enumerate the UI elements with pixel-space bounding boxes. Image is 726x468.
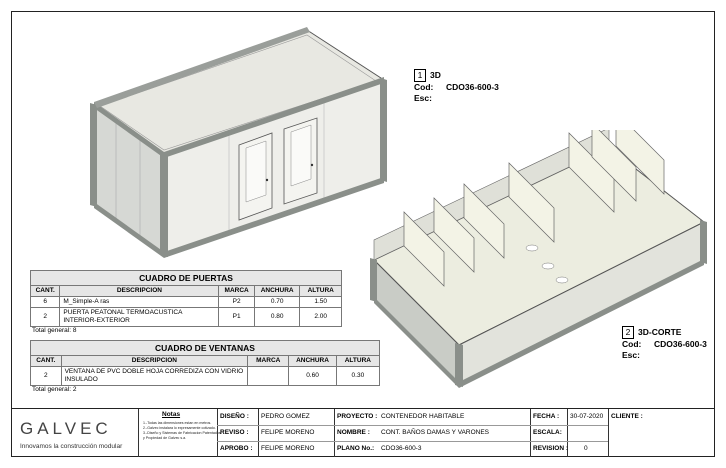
view-label-corte [622,326,707,361]
view-name: 3D [430,70,441,80]
schedule-title: CUADRO DE VENTANAS [31,341,380,356]
column-header: DESCRIPCION [60,286,219,297]
cod-value: CDO36-600-3 [654,339,707,349]
note-item: 1.-Todas las dimensiones estan en metros. [143,421,212,425]
esc-label: Esc: [622,350,640,360]
cod-label: Cod: [622,339,642,349]
note-item: 3.-Diseño y Sistemas de Fabricacion Patentados y Propiedad de Galvec s.a. [143,431,221,440]
approved-value: FELIPE MORENO [261,445,315,452]
reviewed-label: REVISO : [220,429,249,436]
view-number: 2 [622,326,634,339]
view-number: 1 [414,69,426,82]
table-cell: 0.30 [336,367,379,386]
drawing-sheet [11,11,715,457]
table-cell: 1.50 [300,297,342,308]
column-header: ALTURA [300,286,342,297]
name-label: NOMBRE : [337,429,370,436]
column-header: ANCHURA [289,356,336,367]
company-tagline: Innovamos la construcción modular [20,443,123,450]
door-total: Total general: 8 [32,327,77,334]
table-cell: VENTANA DE PVC DOBLE HOJA CORREDIZA CON VIDRIO INSULADO [61,367,248,386]
table-cell [248,367,289,386]
table-cell: P2 [219,297,254,308]
table-row [31,308,342,327]
esc-label: Esc: [414,93,432,103]
design-value: PEDRO GOMEZ [261,413,310,420]
column-header: MARCA [248,356,289,367]
column-header: ALTURA [336,356,379,367]
table-cell: 2.00 [300,308,342,327]
table-row [31,297,342,308]
notes-list [143,421,221,441]
schedule-title: CUADRO DE PUERTAS [31,271,342,286]
table-cell: 0.80 [254,308,300,327]
cod-label: Cod: [414,82,434,92]
column-header: MARCA [219,286,254,297]
table-cell: 6 [31,297,60,308]
company-logo: GALVEC [20,419,112,438]
column-header: CANT. [31,286,60,297]
project-value: CONTENEDOR HABITABLE [381,413,465,420]
approved-label: APROBO : [220,445,253,452]
note-item: 2.-Galvec instalara lo expresamente cotizado. [143,426,216,430]
plan-number-value: CDO36-600-3 [381,445,422,452]
client-label: CLIENTE : [611,413,643,420]
table-cell: M_Simple-A ras [60,297,219,308]
table-cell: 0.70 [254,297,300,308]
revision-label: REVISION : [533,445,569,452]
window-schedule-table [30,340,380,386]
door-schedule-table [30,270,342,327]
revision-value: 0 [584,445,588,452]
container-3d-view [74,20,394,270]
scale-label: ESCALA: [533,429,562,436]
table-cell: P1 [219,308,254,327]
table-cell: PUERTA PEATONAL TERMOACUSTICA INTERIOR-EXTERIOR [60,308,219,327]
project-label: PROYECTO : [337,413,378,420]
window-total: Total general: 2 [32,386,77,393]
reviewed-value: FELIPE MORENO [261,429,315,436]
plan-number-label: PLANO No.: [337,445,375,452]
table-cell: 2 [31,308,60,327]
notes-title: Notas [162,411,181,418]
name-value: CONT. BAÑOS DAMAS Y VARONES [381,429,489,436]
view-label-3d [414,69,499,104]
cod-value: CDO36-600-3 [446,82,499,92]
table-cell: 0.60 [289,367,336,386]
date-value: 30-07-2020 [570,413,604,420]
table-row [31,367,380,386]
table-cell: 2 [31,367,62,386]
column-header: CANT. [31,356,62,367]
view-name: 3D-CORTE [638,327,682,337]
date-label: FECHA : [533,413,560,420]
column-header: DESCRIPCION [61,356,248,367]
column-header: ANCHURA [254,286,300,297]
title-block [12,408,714,457]
design-label: DISEÑO : [220,413,249,420]
